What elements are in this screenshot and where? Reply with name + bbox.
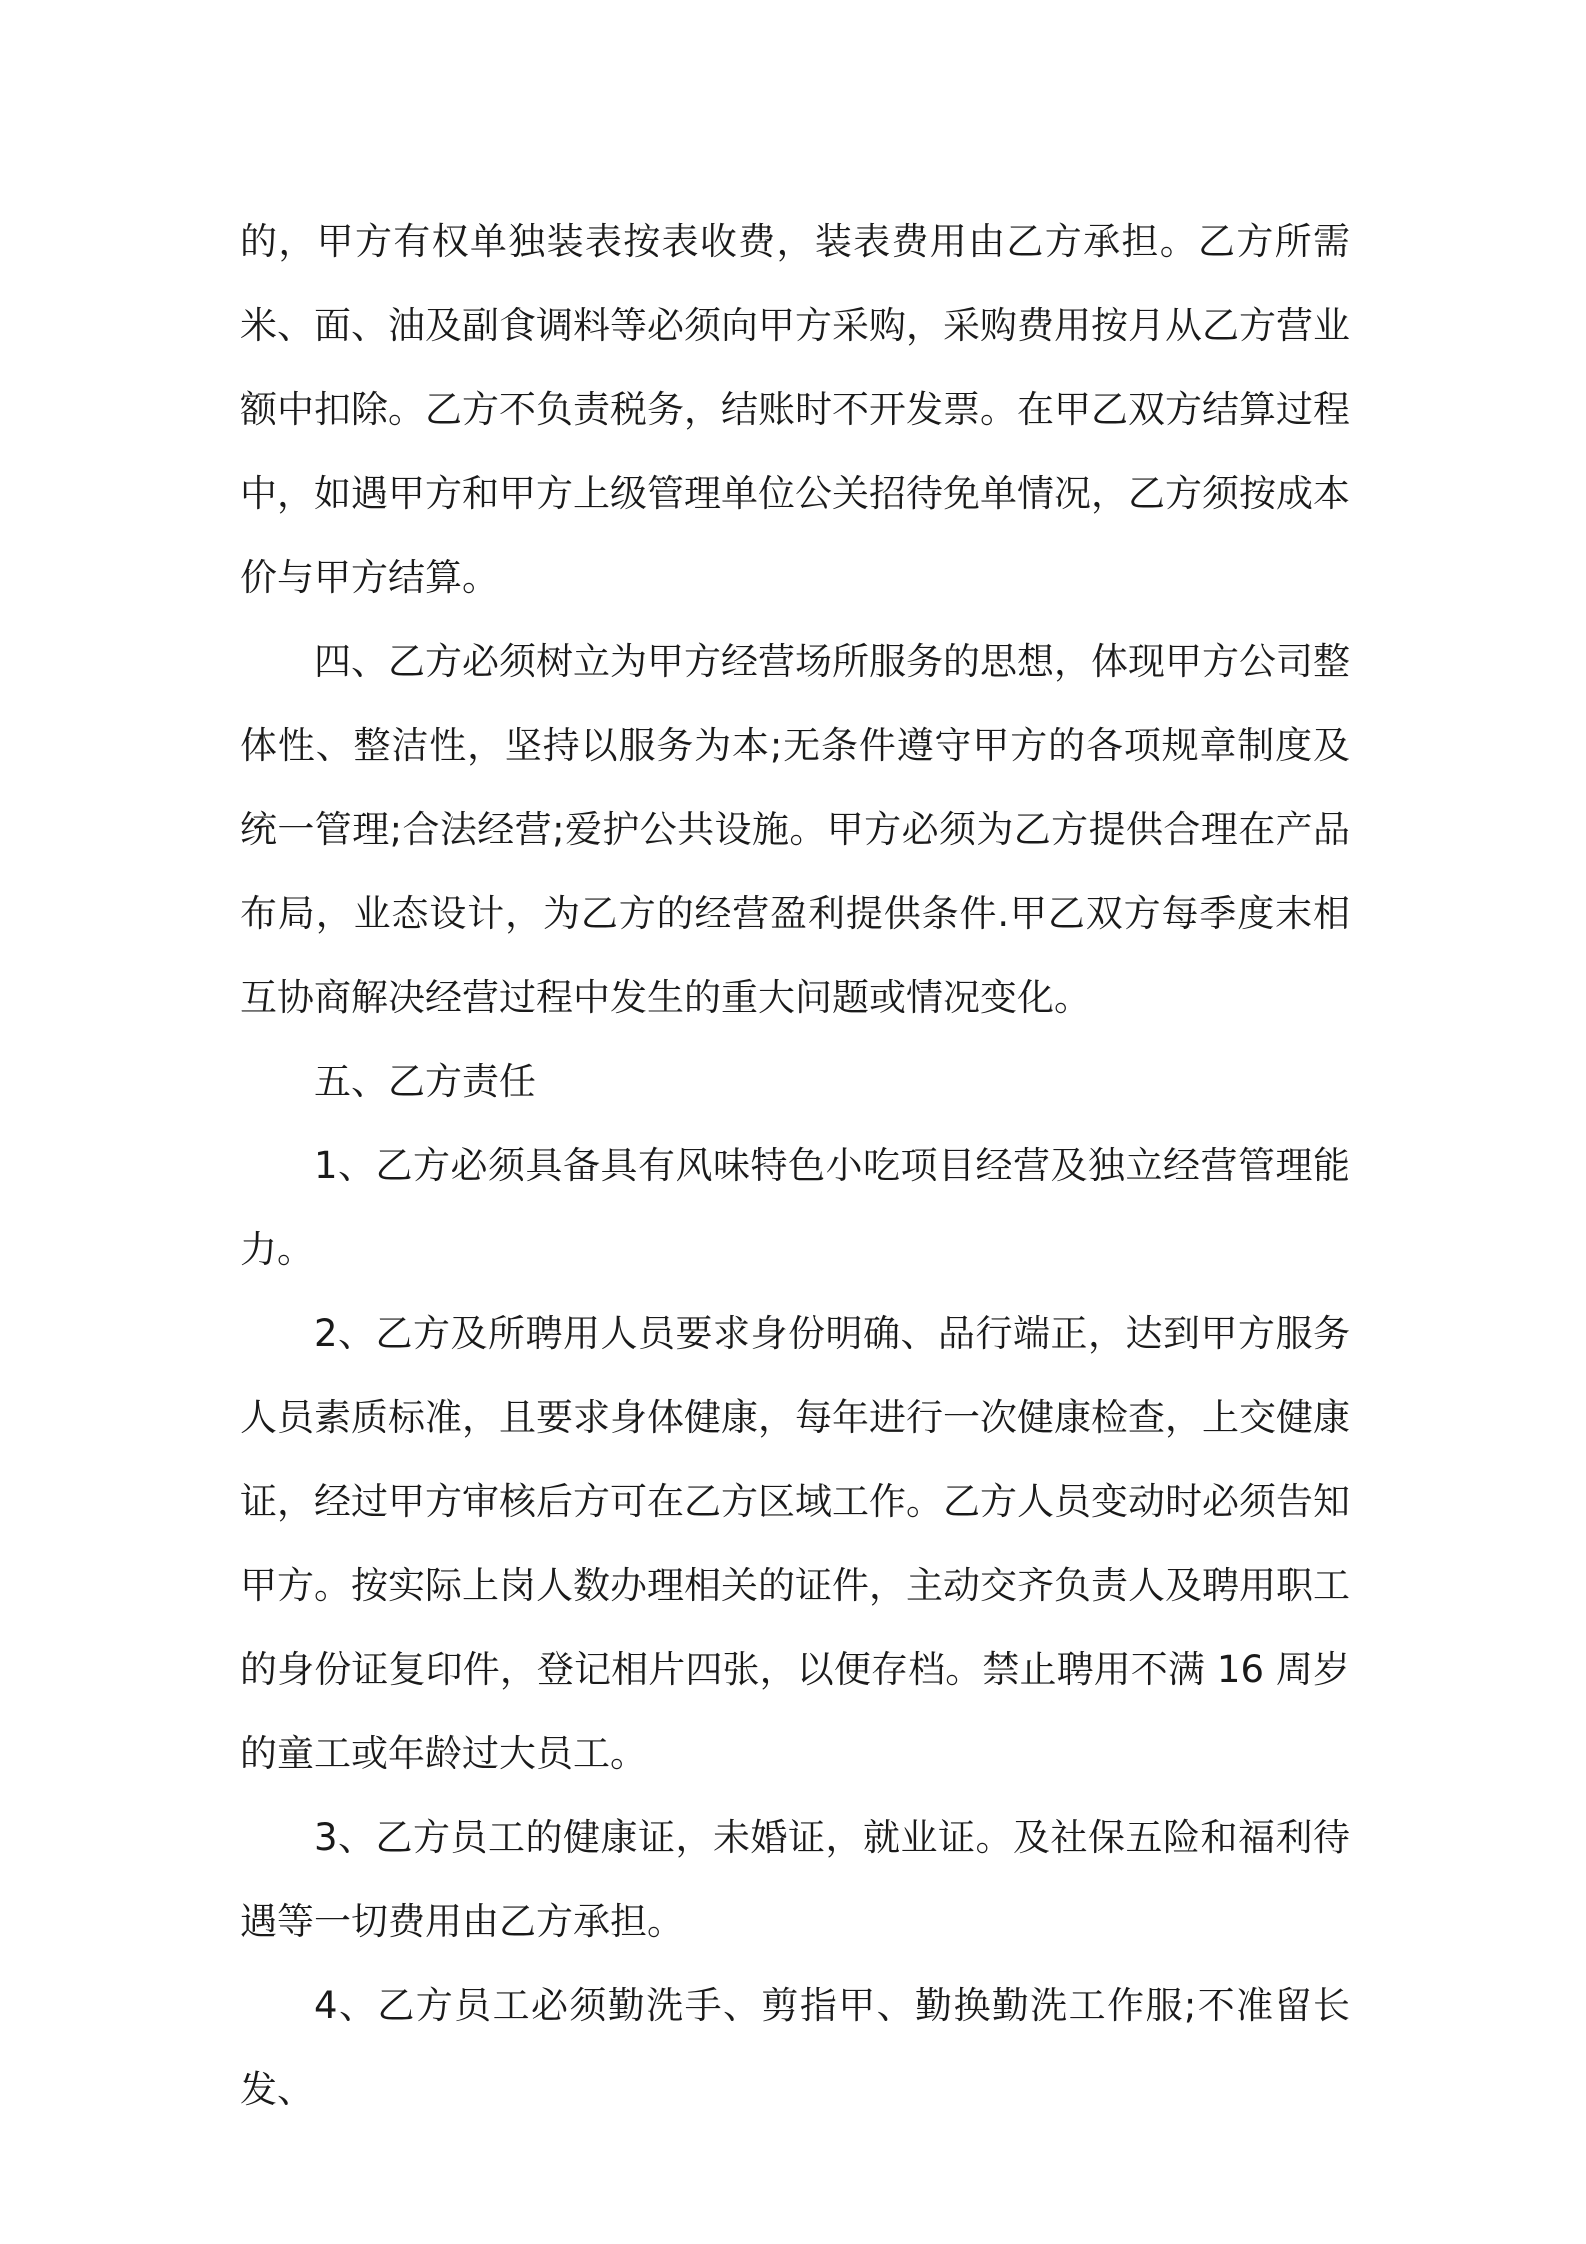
paragraph-continuation: 的，甲方有权单独装表按表收费，装表费用由乙方承担。乙方所需米、面、油及副食调料等必须向甲方采购，采购费用按月从乙方营业额中扣除。乙方不负责税务，结账时不开发票。在甲乙双方结算过程中，如遇甲方和甲方上级管理单位公关招待免单情况，乙方须按成本价与甲方结算。 (240, 220, 1350, 599)
section-5-heading: 五、乙方责任 (314, 1060, 536, 1103)
paragraph-item-4: 4、乙方员工必须勤洗手、剪指甲、勤换勤洗工作服;不准留长发、 (240, 1984, 1350, 2111)
paragraph-item-3: 3、乙方员工的健康证，未婚证，就业证。及社保五险和福利待遇等一切费用由乙方承担。 (240, 1816, 1350, 1943)
paragraph-item-1: 1、乙方必须具备具有风味特色小吃项目经营及独立经营管理能力。 (240, 1144, 1350, 1271)
paragraph-section-4: 四、乙方必须树立为甲方经营场所服务的思想，体现甲方公司整体性、整洁性，坚持以服务为本;无条件遵守甲方的各项规章制度及统一管理;合法经营;爱护公共设施。甲方必须为乙方提供合理在产品布局，业态设计，为乙方的经营盈利提供条件.甲乙双方每季度末相互协商解决经营过程中发生的重大问题或情况变化。 (240, 640, 1350, 1019)
paragraph-item-2: 2、乙方及所聘用人员要求身份明确、品行端正，达到甲方服务人员素质标准，且要求身体健康，每年进行一次健康检查，上交健康证，经过甲方审核后方可在乙方区域工作。乙方人员变动时必须告知甲方。按实际上岗人数办理相关的证件，主动交齐负责人及聘用职工的身份证复印件，登记相片四张，以便存档。禁止聘用不满 16 周岁的童工或年龄过大员工。 (240, 1312, 1350, 1775)
document-body (240, 200, 1350, 2132)
